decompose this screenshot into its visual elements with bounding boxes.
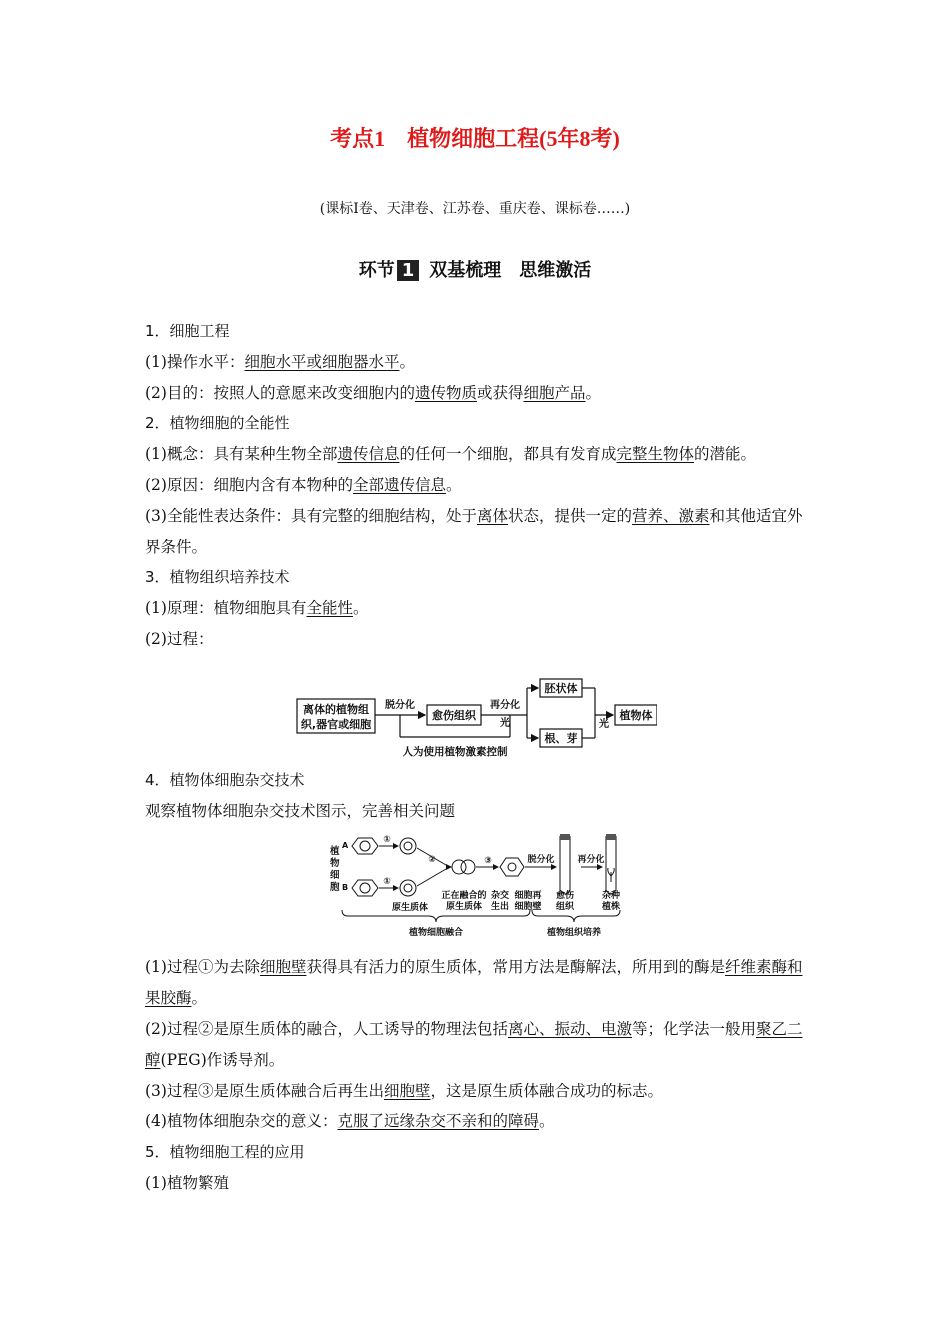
answer-blank: 遗传物质 — [414, 383, 477, 402]
section-text: 双基梳理 思维激活 — [429, 260, 592, 281]
paragraph: (1)概念：具有某种生物全部遗传信息的任何一个细胞，都具有发育成完整生物体的潜能。 — [145, 445, 757, 464]
paragraph: (3)过程③是原生质体融合后再生出细胞壁，这是原生质体融合成功的标志。 — [145, 1081, 663, 1100]
side-label-1: 植 — [330, 846, 340, 858]
group-fusion-label: 植物细胞融合 — [408, 928, 464, 939]
plant-cell-b — [352, 880, 378, 896]
side-label-3: 细 — [330, 870, 340, 882]
tissue-culture-diagram — [295, 677, 657, 761]
arrow-dedifferentiation: 脱分化 — [385, 699, 415, 711]
plant-cell-a — [352, 838, 378, 854]
answer-blank: 全部遗传信息 — [352, 475, 446, 494]
regen-label-2: 细胞壁 — [514, 902, 542, 913]
step-1-label: ① — [383, 835, 391, 846]
arrow-redifferentiation: 再分化 — [490, 699, 520, 711]
control-label: 人为使用植物激素控制 — [402, 745, 508, 758]
answer-blank: 细胞产品 — [523, 383, 586, 402]
regen-label-1: 细胞再 — [514, 891, 542, 902]
answer-blank: 完整生物体 — [616, 445, 695, 464]
plant-label-1: 杂种 — [601, 891, 621, 902]
test-tube-callus-icon — [560, 836, 570, 894]
heading-cell-engineering: 1．细胞工程 — [145, 322, 230, 340]
callus-label-1: 愈伤 — [555, 891, 575, 902]
heading-applications: 5．植物细胞工程的应用 — [145, 1143, 305, 1162]
step-3-label: ③ — [484, 856, 492, 867]
step-2-label: ② — [428, 855, 436, 866]
answer-blank: 营养、激素 — [632, 506, 710, 525]
section-prefix: 环节 — [358, 260, 395, 281]
answer-blank: 细胞壁 — [259, 958, 307, 977]
fusing-label-1: 正在融合的 — [441, 891, 487, 902]
callus-label-2: 组织 — [555, 902, 575, 913]
heading-tissue-culture: 3．植物组织培养技术 — [145, 568, 290, 587]
answer-blank: 离心、振动、电激 — [507, 1019, 632, 1038]
answer-blank: 细胞水平或细胞器水平 — [244, 352, 400, 371]
paragraph: (1)植物繁殖 — [145, 1173, 229, 1192]
heading-totipotency: 2．植物细胞的全能性 — [145, 414, 290, 433]
group-culture-label: 植物组织培养 — [546, 928, 602, 939]
hybrid-label-2: 生出 — [490, 902, 510, 913]
embryoid-label: 胚状体 — [544, 681, 578, 695]
source-label-1: 离体的植物组 — [303, 702, 369, 716]
protoplast-b — [400, 880, 416, 896]
plant-label-2: 植株 — [601, 902, 621, 913]
cell-a-label: A — [342, 841, 349, 851]
fusing-protoplast — [452, 860, 466, 874]
arrow-light-1: 光 — [500, 717, 510, 729]
protoplast-label: 原生质体 — [391, 903, 429, 914]
paragraph: (2)过程②是原生质体的融合，人工诱导的物理法包括离心、振动、电激等；化学法一般用聚乙二醇(PEG)作诱导剂。 — [145, 1019, 803, 1069]
source-label-2: 织,器官或细胞 — [300, 717, 372, 731]
answer-blank: 克服了远缘杂交不亲和的障碍 — [337, 1112, 539, 1131]
arrow-light-2: 光 — [599, 718, 609, 730]
nucleus-icon — [360, 883, 370, 893]
somatic-hybridization-diagram — [328, 832, 628, 950]
answer-blank: 聚乙二醇 — [145, 1019, 803, 1069]
arrow-rediff-label: 再分化 — [577, 855, 605, 866]
page-title: 考点1 植物细胞工程(5年8考) — [330, 126, 620, 151]
paragraph: (4)植物体细胞杂交的意义：克服了远缘杂交不亲和的障碍。 — [145, 1112, 555, 1131]
answer-blank: 离体 — [476, 506, 508, 525]
side-label-2: 物 — [330, 858, 340, 870]
heading-somatic-hybridization: 4．植物体细胞杂交技术 — [145, 770, 305, 789]
paragraph: (1)过程①为去除细胞壁获得具有活力的原生质体，常用方法是酶解法，所用到的酶是纤维素酶和果胶酶。 — [145, 958, 803, 1008]
test-tube-plant-icon — [606, 836, 616, 894]
arrow-dediff-label: 脱分化 — [527, 855, 555, 866]
paragraph: (2)过程： — [145, 629, 214, 648]
side-label-4: 胞 — [330, 882, 340, 894]
nucleus-icon — [360, 841, 370, 851]
main-content — [145, 316, 807, 1199]
paragraph: (1)原理：植物细胞具有全能性。 — [145, 599, 369, 618]
paragraph: (1)操作水平：细胞水平或细胞器水平。 — [145, 352, 415, 371]
hybrid-label-1: 杂交 — [490, 891, 510, 902]
cell-b-label: B — [342, 883, 349, 893]
answer-blank: 全能性 — [306, 599, 353, 618]
answer-blank: 遗传信息 — [337, 445, 400, 464]
fusing-label-2: 原生质体 — [445, 902, 483, 913]
callus-label: 愈伤组织 — [432, 708, 476, 722]
paragraph: (2)目的：按照人的意愿来改变细胞内的遗传物质或获得细胞产品。 — [145, 383, 602, 402]
answer-blank: 细胞壁 — [383, 1081, 431, 1100]
hybrid-cell — [500, 858, 524, 876]
paragraph: (3)全能性表达条件：具有完整的细胞结构，处于离体状态，提供一定的营养、激素和其他适宜外界条件。 — [145, 506, 803, 556]
section-heading — [0, 256, 950, 282]
step-1b-label: ① — [383, 877, 391, 888]
protoplast-a — [400, 838, 416, 854]
answer-blank: 纤维素酶和果胶酶 — [145, 958, 803, 1008]
section-number: 1 — [397, 260, 420, 281]
paragraph: (2)原因：细胞内含有本物种的全部遗传信息。 — [145, 475, 462, 494]
paragraph: 观察植物体细胞杂交技术图示，完善相关问题 — [145, 801, 456, 820]
roots-buds-label: 根、芽 — [544, 731, 578, 745]
subtitle: (课标Ⅰ卷、天津卷、江苏卷、重庆卷、课标卷……) — [319, 201, 631, 217]
plant-label: 植物体 — [619, 708, 653, 722]
